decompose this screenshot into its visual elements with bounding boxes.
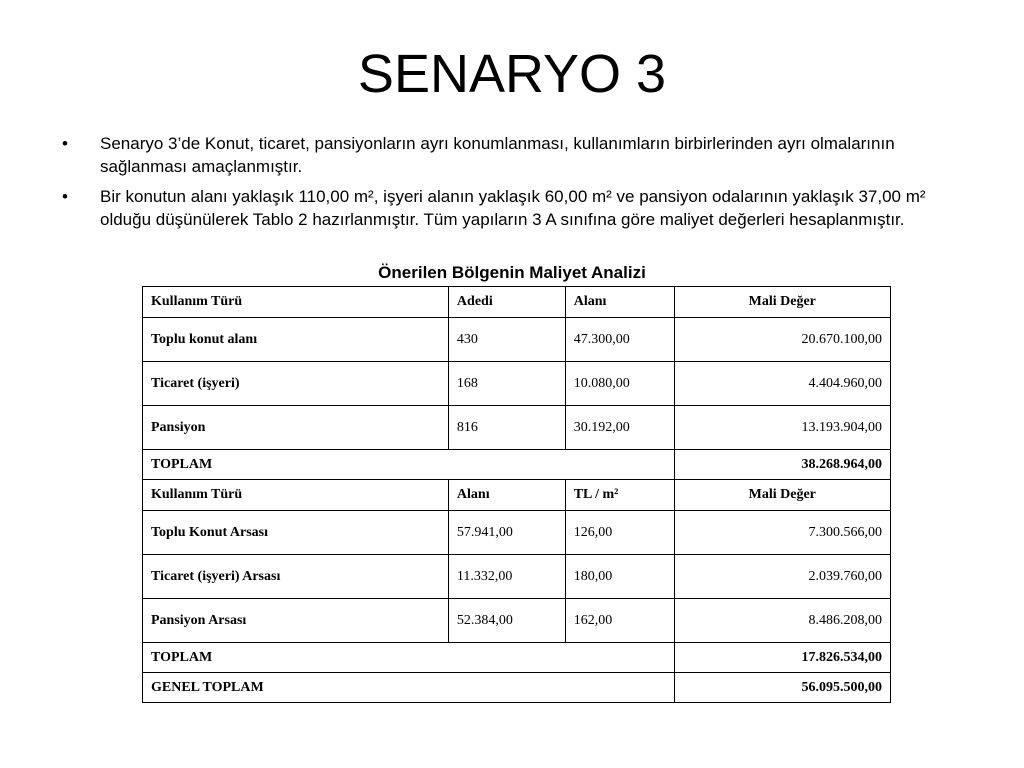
bullet-text: Bir konutun alanı yaklaşık 110,00 m², işyeri alanın yaklaşık 60,00 m² ve pansiyon odalarının yaklaşık 37,00 m² olduğu düşünülerek Tablo 2 hazırlanmıştır. Tüm yapıların 3 A sınıfına göre maliyet değerleri hesaplanmıştır. bbox=[100, 187, 926, 229]
cell-usage-type: Pansiyon Arsası bbox=[143, 599, 449, 643]
grand-total-value: 56.095.500,00 bbox=[674, 673, 890, 703]
table-row bbox=[143, 318, 891, 362]
cell-usage-type: Toplu Konut Arsası bbox=[143, 511, 449, 555]
bullet-list bbox=[60, 132, 950, 238]
total-value: 38.268.964,00 bbox=[674, 450, 890, 480]
table-row bbox=[143, 511, 891, 555]
table-header-row bbox=[143, 287, 891, 318]
cell-unit-price: 180,00 bbox=[565, 555, 674, 599]
cell-value: 13.193.904,00 bbox=[674, 406, 890, 450]
cell-area: 47.300,00 bbox=[565, 318, 674, 362]
header-cell-unit-price: TL / m² bbox=[565, 480, 674, 511]
header-cell-value: Mali Değer bbox=[674, 480, 890, 511]
header-cell-usage-type: Kullanım Türü bbox=[143, 287, 449, 318]
header-cell-value: Mali Değer bbox=[674, 287, 890, 318]
cell-count: 816 bbox=[448, 406, 565, 450]
grand-total-label: GENEL TOPLAM bbox=[143, 673, 675, 703]
header-cell-area: Alanı bbox=[448, 480, 565, 511]
cell-unit-price: 126,00 bbox=[565, 511, 674, 555]
cell-value: 7.300.566,00 bbox=[674, 511, 890, 555]
cell-area: 57.941,00 bbox=[448, 511, 565, 555]
cell-value: 4.404.960,00 bbox=[674, 362, 890, 406]
cell-usage-type: Pansiyon bbox=[143, 406, 449, 450]
cell-usage-type: Ticaret (işyeri) Arsası bbox=[143, 555, 449, 599]
bullet-item bbox=[60, 132, 950, 178]
cell-usage-type: Toplu konut alanı bbox=[143, 318, 449, 362]
bullet-item bbox=[60, 185, 950, 231]
table-total-row bbox=[143, 643, 891, 673]
cell-value: 20.670.100,00 bbox=[674, 318, 890, 362]
table-caption: Önerilen Bölgenin Maliyet Analizi bbox=[378, 263, 646, 282]
slide-title: SENARYO 3 bbox=[357, 44, 667, 104]
table-row bbox=[143, 555, 891, 599]
bullet-marker: • bbox=[62, 187, 68, 206]
total-label: TOPLAM bbox=[143, 450, 675, 480]
table-row bbox=[143, 406, 891, 450]
cell-unit-price: 162,00 bbox=[565, 599, 674, 643]
table-total-row bbox=[143, 450, 891, 480]
table-row bbox=[143, 599, 891, 643]
header-cell-count: Adedi bbox=[448, 287, 565, 318]
cell-area: 30.192,00 bbox=[565, 406, 674, 450]
cell-area: 52.384,00 bbox=[448, 599, 565, 643]
table-grand-total-row bbox=[143, 673, 891, 703]
cell-value: 8.486.208,00 bbox=[674, 599, 890, 643]
total-label: TOPLAM bbox=[143, 643, 675, 673]
header-cell-area: Alanı bbox=[565, 287, 674, 318]
bullet-marker: • bbox=[62, 134, 68, 153]
table-header-row bbox=[143, 480, 891, 511]
cell-value: 2.039.760,00 bbox=[674, 555, 890, 599]
cell-count: 430 bbox=[448, 318, 565, 362]
header-cell-usage-type: Kullanım Türü bbox=[143, 480, 449, 511]
cell-area: 11.332,00 bbox=[448, 555, 565, 599]
cell-area: 10.080,00 bbox=[565, 362, 674, 406]
cell-count: 168 bbox=[448, 362, 565, 406]
cell-usage-type: Ticaret (işyeri) bbox=[143, 362, 449, 406]
total-value: 17.826.534,00 bbox=[674, 643, 890, 673]
cost-analysis-table bbox=[142, 286, 891, 703]
table-row bbox=[143, 362, 891, 406]
bullet-text: Senaryo 3’de Konut, ticaret, pansiyonların ayrı konumlanması, kullanımların birbirlerinden ayrı olmalarının sağlanması amaçlanmıştır. bbox=[100, 134, 895, 176]
